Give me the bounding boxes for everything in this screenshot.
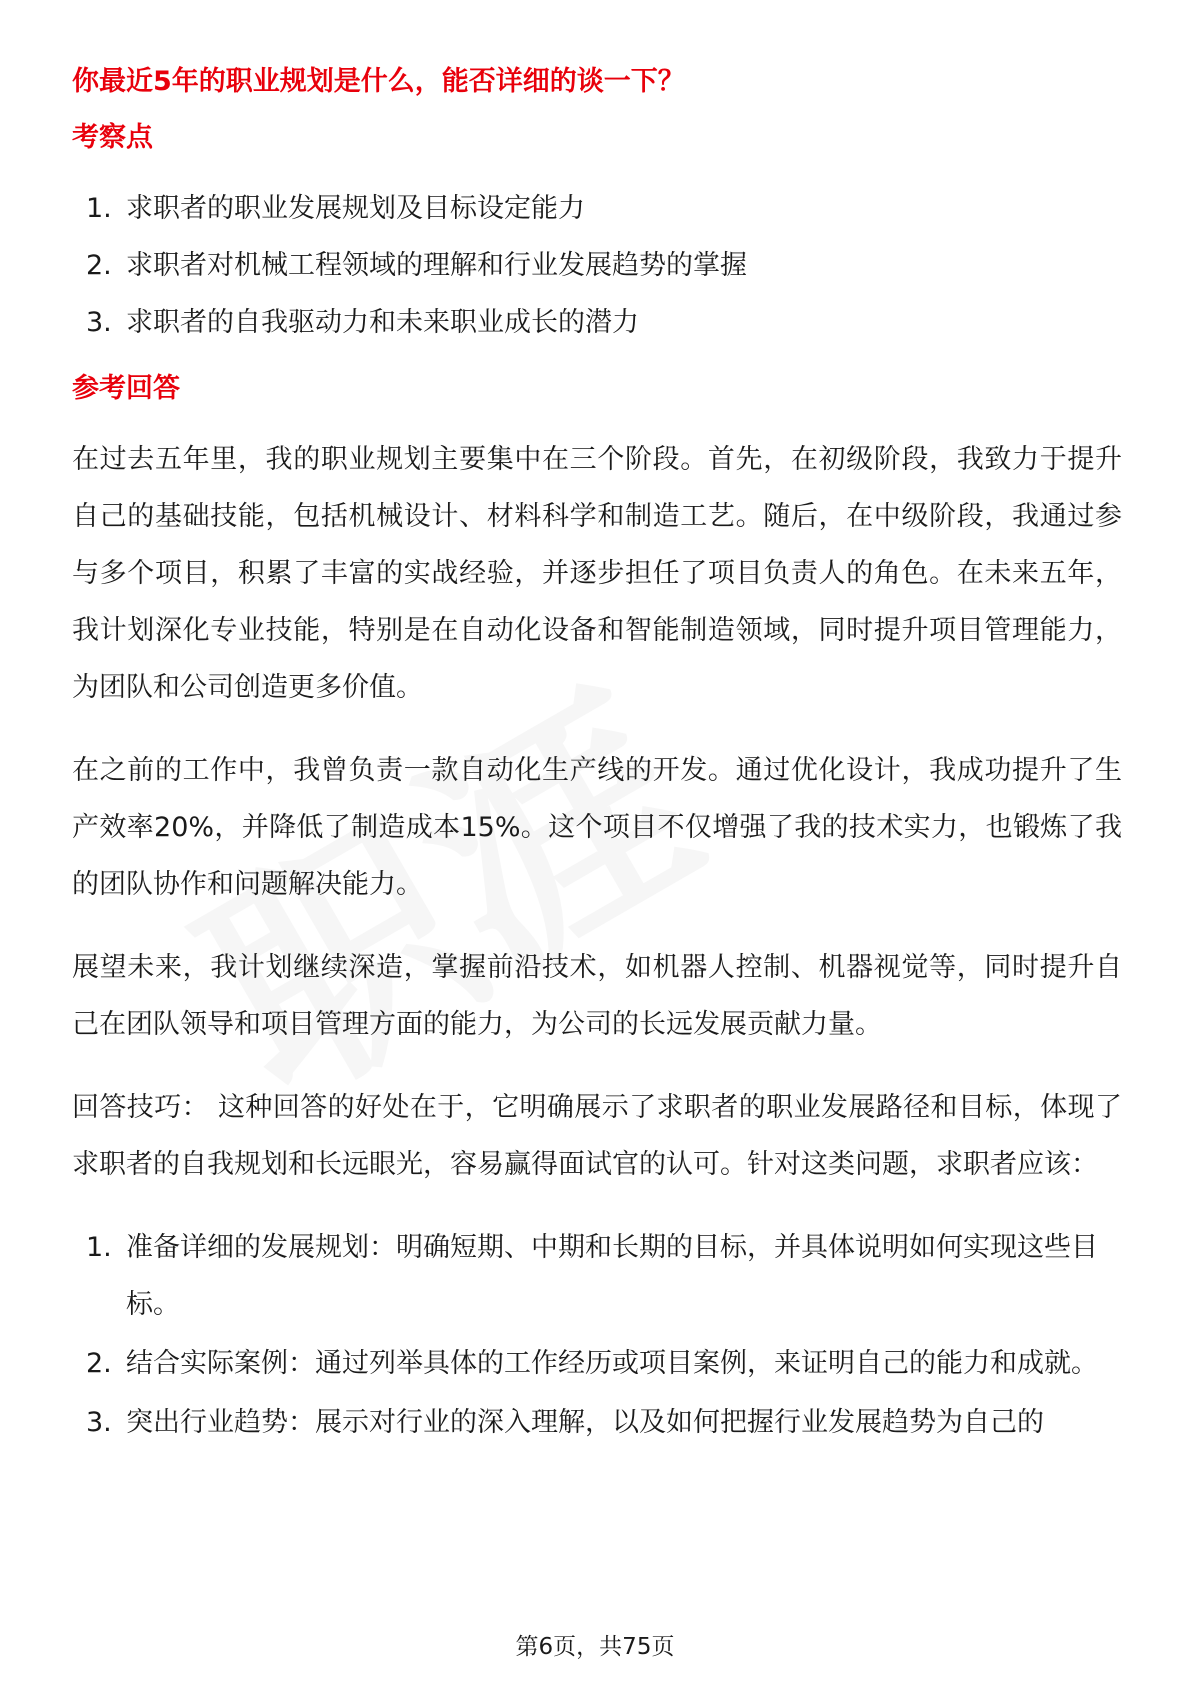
answer-paragraph: 在之前的工作中，我曾负责一款自动化生产线的开发。通过优化设计，我成功提升了生产效率20%，并降低了制造成本15%。这个项目不仅增强了我的技术实力，也锻炼了我的团队协作和问题解决能力。 xyxy=(72,755,1122,900)
points-heading: 考察点 xyxy=(72,122,153,153)
answer-paragraph: 在过去五年里，我的职业规划主要集中在三个阶段。首先，在初级阶段，我致力于提升自己的基础技能，包括机械设计、材料科学和制造工艺。随后，在中级阶段，我通过参与多个项目，积累了丰富的实战经验，并逐步担任了项目负责人的角色。在未来五年，我计划深化专业技能，特别是在自动化设备和智能制造领域，同时提升项目管理能力，为团队和公司创造更多价值。 xyxy=(72,444,1122,703)
answer-paragraph: 展望未来，我计划继续深造，掌握前沿技术，如机器人控制、机器视觉等，同时提升自己在团队领导和项目管理方面的能力，为公司的长远发展贡献力量。 xyxy=(72,952,1122,1040)
list-text: 求职者的自我驱动力和未来职业成长的潜力 xyxy=(126,307,639,338)
tips-list xyxy=(72,1219,1122,1451)
list-number: 2. xyxy=(86,1348,112,1379)
list-item xyxy=(72,237,1122,294)
list-text: 求职者的职业发展规划及目标设定能力 xyxy=(126,193,585,224)
list-item xyxy=(72,180,1122,237)
list-text: 求职者对机械工程领域的理解和行业发展趋势的掌握 xyxy=(126,250,747,281)
points-list xyxy=(72,180,1122,351)
question-title: 你最近5年的职业规划是什么，能否详细的谈一下？ xyxy=(72,66,685,97)
main-content xyxy=(72,62,1122,1453)
tips-paragraph: 回答技巧： 这种回答的好处在于，它明确展示了求职者的职业发展路径和目标，体现了求职者的自我规划和长远眼光，容易赢得面试官的认可。针对这类问题，求职者应该： xyxy=(72,1092,1122,1180)
list-item xyxy=(72,294,1122,351)
list-number: 3. xyxy=(86,307,112,338)
answer-heading: 参考回答 xyxy=(72,373,180,404)
list-item xyxy=(72,1219,1122,1333)
list-text: 准备详细的发展规划：明确短期、中期和长期的目标，并具体说明如何实现这些目标。 xyxy=(126,1232,1098,1320)
list-number: 3. xyxy=(86,1407,112,1438)
page-footer: 第6页，共75页 xyxy=(515,1634,675,1660)
list-item xyxy=(72,1335,1122,1392)
list-number: 1. xyxy=(86,193,112,224)
list-item xyxy=(72,1394,1122,1451)
list-number: 1. xyxy=(86,1232,112,1263)
list-text: 结合实际案例：通过列举具体的工作经历或项目案例，来证明自己的能力和成就。 xyxy=(126,1348,1098,1379)
list-text: 突出行业趋势：展示对行业的深入理解，以及如何把握行业发展趋势为自己的 xyxy=(126,1407,1044,1438)
list-number: 2. xyxy=(86,250,112,281)
